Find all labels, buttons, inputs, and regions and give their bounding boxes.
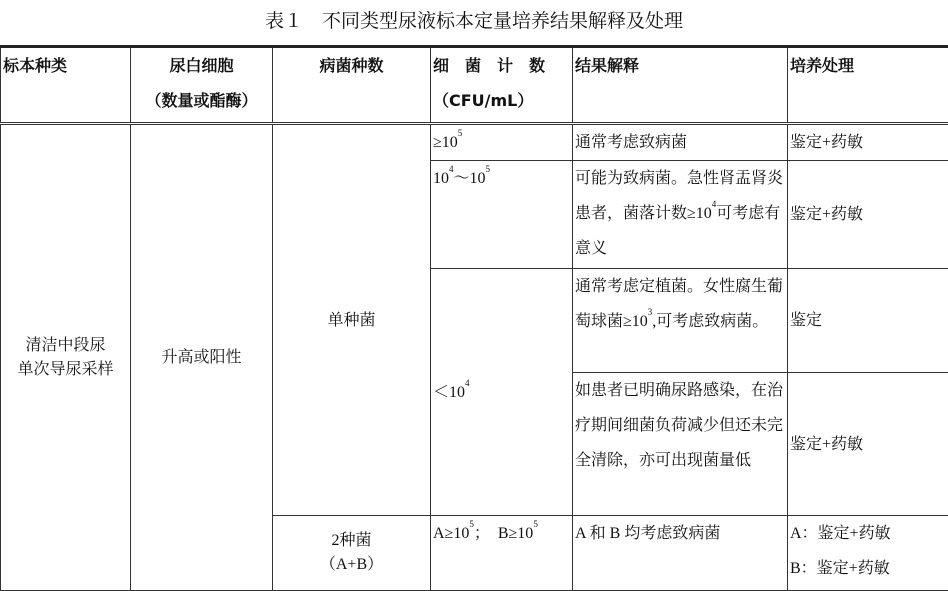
count-exp: 5 [469,519,474,529]
count-cell [431,161,573,269]
wbc-cell: 升高或阳性 [131,124,273,591]
count-text: ＜10 [433,384,465,401]
count-cell [431,516,573,591]
interpretation-cell [573,161,788,269]
header-row [1,47,948,124]
count-exp: 5 [533,519,538,529]
handling-cell: 鉴定+药敏 [788,124,948,161]
count-text: ～10 [454,170,486,187]
handling-cell: 鉴定+药敏 [788,161,948,269]
count-cell [431,269,573,516]
header-bacteria-line2: （CFU/mL） [433,83,570,118]
interp-text: 通常考虑定植菌。女性腐生葡萄球菌≥10 [575,278,783,330]
header-handling: 培养处理 [788,47,948,124]
culture-results-table [0,45,948,591]
specimen-line2: 单次导尿采样 [3,358,128,382]
count-cell [431,124,573,161]
two-pathogen-cell [273,516,431,591]
interp-text: ,可考虑致病菌。 [652,313,768,330]
header-bacteria-line1: 细 菌 计 数 [433,48,570,83]
header-wbc-line1: 尿白细胞 [133,48,270,83]
interpretation-cell: 如患者已明确尿路感染，在治疗期间细菌负荷减少但还未完全清除，亦可出现菌量低 [573,373,788,516]
count-text: 10 [433,170,449,187]
interpretation-cell [573,269,788,373]
interp-text: 可能为致病菌。急性肾盂肾炎患者，菌落计数≥10 [575,170,783,222]
count-text: A≥10 [433,525,469,542]
header-pathogen-count: 病菌种数 [273,47,431,124]
interpretation-cell: 通常考虑致病菌 [573,124,788,161]
header-wbc-line2: （数量或酯酶） [133,83,270,118]
handling-cell: 鉴定+药敏 [788,373,948,516]
header-wbc [131,47,273,124]
table-title: 表１ 不同类型尿液标本定量培养结果解释及处理 [0,6,948,36]
count-exp: 4 [449,164,454,174]
header-bacteria-count [431,47,573,124]
interp-exp: 4 [712,199,717,209]
handling-cell [788,516,948,591]
interp-exp: 3 [648,307,653,317]
table-row [1,124,948,161]
count-exp: 5 [458,128,463,138]
header-specimen: 标本种类 [1,47,131,124]
count-text: ≥10 [433,134,458,151]
count-text: ； B≥10 [474,525,533,542]
two-pathogen-line2: （A+B） [275,553,428,577]
count-exp: 5 [486,164,491,174]
header-interpretation: 结果解释 [573,47,788,124]
single-pathogen-cell: 单种菌 [273,124,431,516]
handling-cell: 鉴定 [788,269,948,373]
handling-a: A：鉴定+药敏 [790,516,946,551]
count-exp: 4 [465,378,470,388]
interp-text: 可考虑有意义 [575,205,780,257]
interpretation-cell: A 和 B 均考虑致病菌 [573,516,788,591]
specimen-line1: 清洁中段尿 [3,334,128,358]
specimen-cell [1,124,131,591]
handling-b: B：鉴定+药敏 [790,551,946,586]
two-pathogen-line1: 2种菌 [275,529,428,553]
